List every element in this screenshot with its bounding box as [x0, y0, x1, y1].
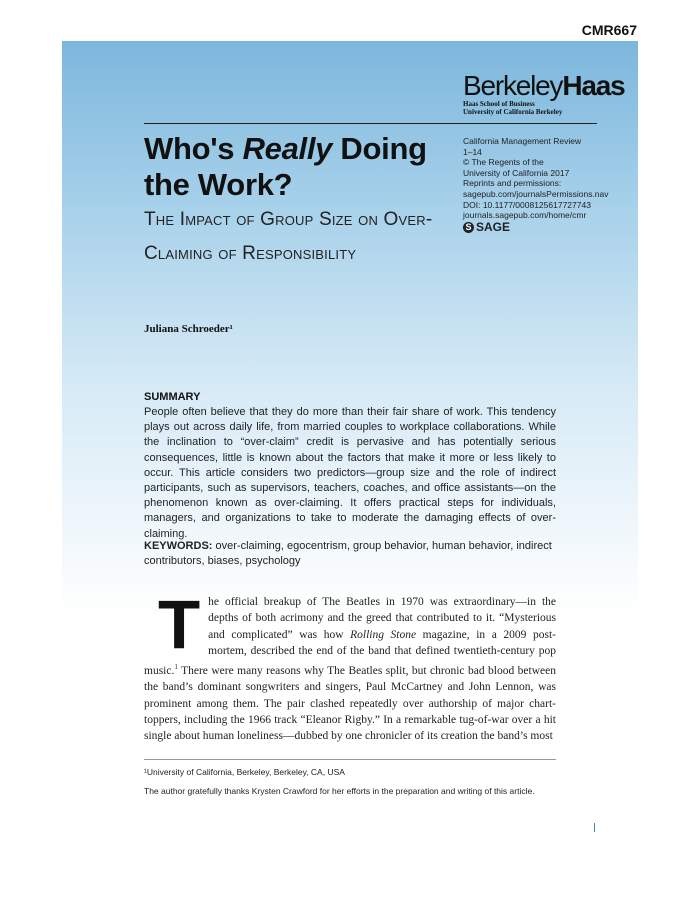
logo-line1: Haas School of Business — [463, 100, 535, 108]
logo-haas: Haas — [562, 70, 625, 101]
berkeley-haas-logo — [463, 70, 625, 116]
doi-link[interactable]: DOI: 10.1177/0008125617727743 — [463, 199, 591, 210]
article-title: Who's Really Doing the Work? — [144, 131, 427, 202]
keywords — [144, 539, 556, 569]
author-name: Juliana Schroeder¹ — [144, 323, 233, 335]
header-rule — [144, 123, 597, 124]
keywords-label: KEYWORDS: — [144, 540, 213, 552]
permissions-link[interactable]: sagepub.com/journalsPermissions.nav — [463, 188, 609, 199]
copyright-line1: © The Regents of the — [463, 157, 544, 168]
article-subtitle: The Impact of Group Size on Over-Claiming of Responsibility — [144, 209, 433, 264]
journal-home-link[interactable]: journals.sagepub.com/home/cmr — [463, 210, 587, 221]
reprints-label: Reprints and permissions: — [463, 178, 562, 189]
footnote-affiliation: ¹University of California, Berkeley, Berkeley, CA, USA — [144, 767, 345, 777]
logo-berkeley: Berkeley — [463, 70, 563, 101]
document-code: CMR667 — [581, 22, 637, 38]
footnote-rule — [144, 759, 556, 760]
footnote-acknowledgment: The author gratefully thanks Krysten Crawford for her efforts in the preparation and writing of this article. — [144, 786, 535, 796]
summary-text: People often believe that they do more than their fair share of work. This tendency plays out across daily life, from married couples to workplace collaborations. While the inclination to “over-claim” credit is pervasive and has potentially serious consequences, little is known about the factors that make it more or less likely to occur. This article considers two predictors—group size and the role of indirect participants, such as supervisors, teachers, coaches, and office assistants—on the phenomenon known as over-claiming. It offers practical steps for individuals, managers, and organizations to take to moderate the damaging effects of over-claiming. — [144, 406, 556, 540]
body-text: The official breakup of The Beatles in 1970 was extraordinary—in the depths of both acrimony and the greed that contributed to it. “Mysterious and complicated” was how Rolling Stone magazine, in a 2009 post-mortem, described the end of the band that defined twentieth-century pop music.$^1$ There were many reasons why The Beatles split, but chronic bad blood between the band’s dominant songwriters and singers, Paul McCartney and John Lennon, was prominent among them. The pair clashed repeatedly over authorship of major chart-toppers, including the 1966 track “Eleanor Rigby.” In a remarkable tug-of-war over a hit single about human loneliness—dubbed by one chronicler of its creation the band’s most — [144, 586, 556, 743]
keywords-text: over-claiming, egocentrism, group behavior, human behavior, indirect contributors, biases, psychology — [144, 540, 552, 568]
sage-s-icon: S — [463, 222, 474, 233]
logo-line2: University of California Berkeley — [463, 108, 563, 116]
sage-logo: S SAGE — [463, 220, 510, 234]
copyright-line2: University of California 2017 — [463, 167, 570, 178]
page-marker — [594, 823, 595, 832]
summary-heading: SUMMARY — [144, 391, 201, 403]
drop-cap: T — [158, 586, 201, 663]
journal-info — [463, 136, 613, 221]
journal-name: California Management Review — [463, 136, 582, 146]
page-range: 1–14 — [463, 146, 482, 157]
